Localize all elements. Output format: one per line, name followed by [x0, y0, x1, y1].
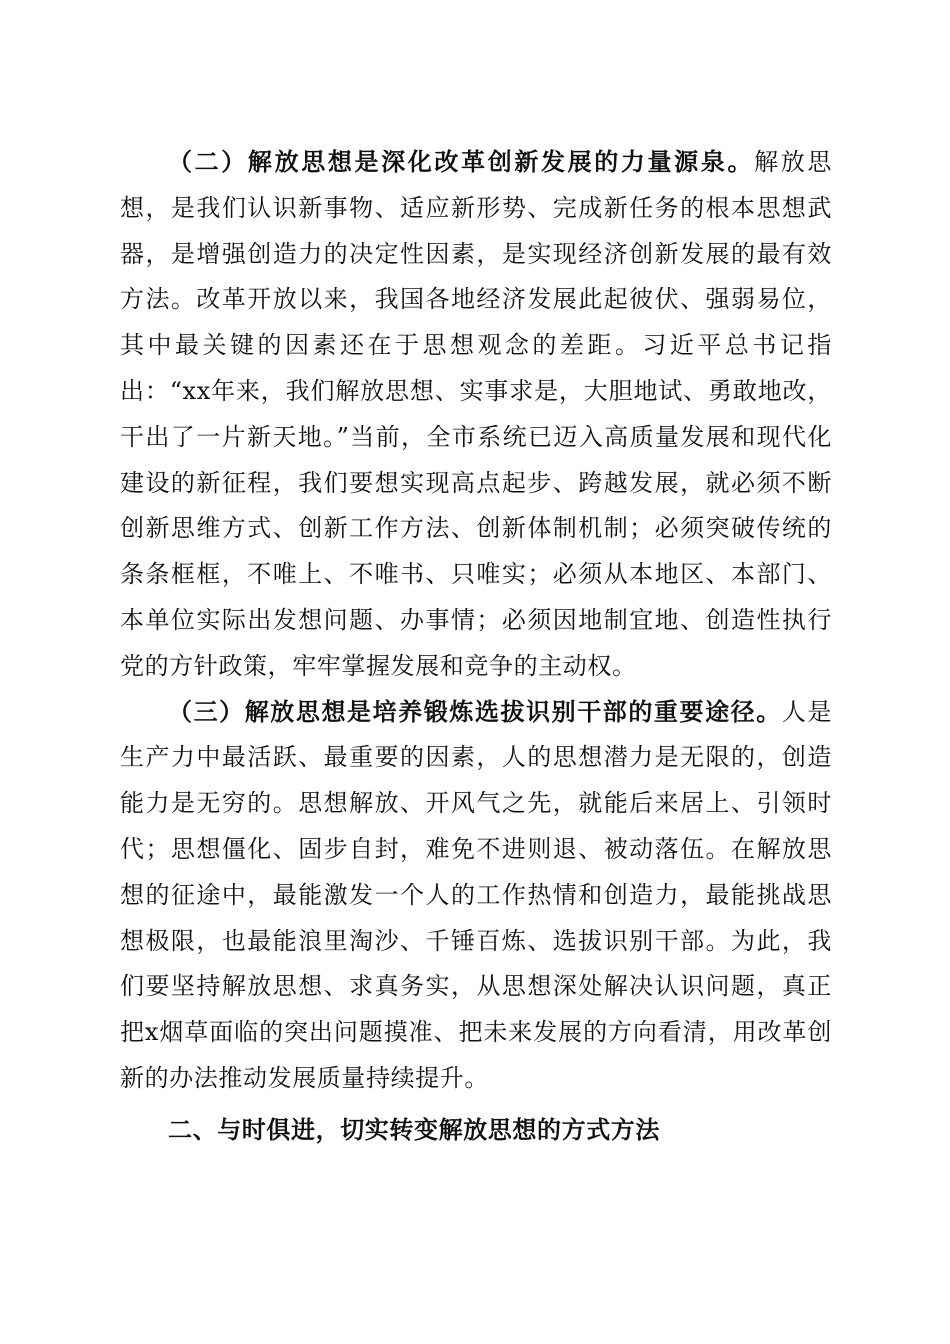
paragraph-lead-heading: （三）解放思想是培养锻炼选拔识别干部的重要途径。: [168, 697, 782, 726]
paragraph-liberation-cadres: [120, 690, 832, 1102]
section-heading: 二、与时俱进，切实转变解放思想的方式方法: [168, 1115, 660, 1144]
document-body: [120, 140, 832, 1154]
paragraph-liberation-reform: [120, 140, 832, 690]
paragraph-lead-heading: （二）解放思想是深化改革创新发展的力量源泉。: [168, 148, 755, 176]
paragraph-text: 人是生产力中最活跃、最重要的因素，人的思想潜力是无限的，创造能力是无穷的。思想解放、开风气之先，就能后来居上、引领时代；思想僵化、固步自封，难免不进则退、被动落伍。在解放思想的征途中，最能激发一个人的工作热情和创造力，最能挑战思想极限，也最能浪里淘沙、千锤百炼、选拔识别干部。为此，我们要坚持解放思想、求真务实，从思想深处解决认识问题，真正把x烟草面临的突出问题摸准、把未来发展的方向看清，用改革创新的办法推动发展质量持续提升。: [120, 697, 833, 1092]
paragraph-text: 解放思想，是我们认识新事物、适应新形势、完成新任务的根本思想武器，是增强创造力的决定性因素，是实现经济创新发展的最有效方法。改革开放以来，我国各地经济发展此起彼伏、强弱易位，其中最关键的因素还在于思想观念的差距。习近平总书记指出：“xx年来，我们解放思想、实事求是，大胆地试、勇敢地改，干出了一片新天地。”当前，全市系统已迈入高质量发展和现代化建设的新征程，我们要想实现高点起步、跨越发展，就必须不断创新思维方式、创新工作方法、创新体制机制；必须突破传统的条条框框，不唯上、不唯书、只唯实；必须从本地区、本部门、本单位实际出发想问题、办事情；必须因地制宜地、创造性执行党的方针政策，牢牢掌握发展和竞争的主动权。: [120, 148, 832, 680]
